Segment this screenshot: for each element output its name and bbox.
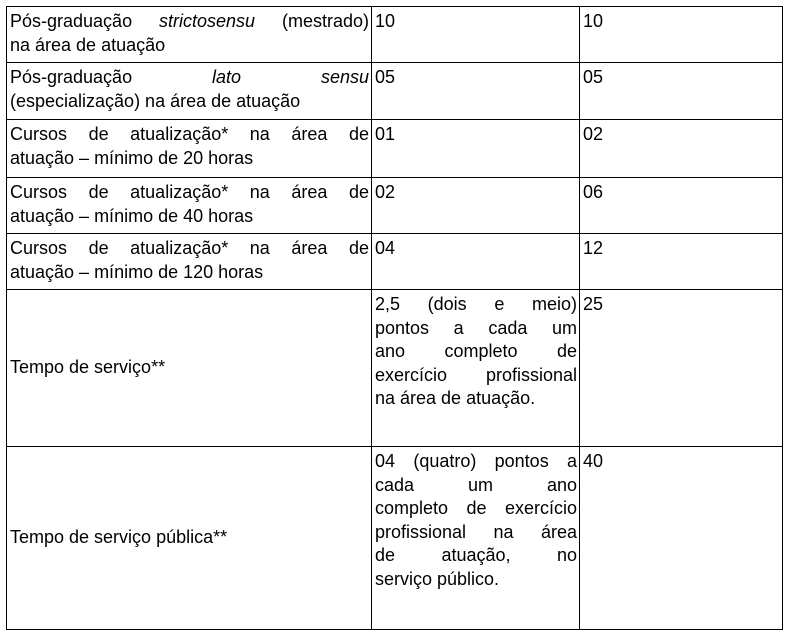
points-line: serviço público. (375, 568, 500, 589)
points-line: de atuação, no (375, 545, 577, 565)
criterion-cell (7, 120, 372, 178)
criterion-italic-text: strictosensu (159, 11, 256, 31)
criterion-line: Cursos de atualização* na área de (10, 182, 369, 202)
points-cell (372, 290, 580, 447)
max-cell: 05 (580, 63, 783, 120)
table-row (7, 7, 783, 63)
points-line: na área de atuação. (375, 388, 536, 408)
points-line: 2,5 (dois e meio) (375, 294, 577, 314)
criterion-line (10, 66, 369, 90)
points-line: 04 (quatro) pontos a (375, 451, 577, 471)
criterion-cell (7, 63, 372, 120)
criterion-line: Cursos de atualização* na área de (10, 238, 369, 258)
max-cell: 10 (580, 7, 783, 63)
points-line: pontos a cada um (375, 317, 577, 338)
points-cell: 10 (372, 7, 580, 63)
criterion-cell (7, 234, 372, 290)
criterion-line: atuação – mínimo de 120 horas (10, 261, 264, 282)
points-cell: 05 (372, 63, 580, 120)
points-line: exercício profissional (375, 364, 577, 385)
criterion-text: (mestrado) (255, 11, 369, 31)
max-cell: 25 (580, 290, 783, 447)
criterion-cell: Tempo de serviço** (7, 290, 372, 447)
max-cell: 12 (580, 234, 783, 290)
criterion-text: Pós-graduação (10, 67, 133, 87)
points-line: ano completo de (375, 341, 577, 361)
max-cell: 40 (580, 447, 783, 630)
points-cell: 02 (372, 178, 580, 234)
points-cell: 04 (372, 234, 580, 290)
criterion-line: (especialização) na área de atuação (10, 90, 301, 111)
max-cell: 02 (580, 120, 783, 178)
criterion-italic-text: lato sensu (212, 67, 369, 87)
criterion-line (10, 10, 369, 34)
criterion-line: Cursos de atualização* na área de (10, 124, 369, 144)
table-row (7, 447, 783, 630)
table-row (7, 178, 783, 234)
criterion-cell (7, 7, 372, 63)
criterion-line: na área de atuação (10, 34, 166, 55)
criterion-cell (7, 178, 372, 234)
points-cell (372, 447, 580, 630)
max-cell: 06 (580, 178, 783, 234)
points-line: completo de exercício (375, 498, 577, 518)
criterion-line: atuação – mínimo de 40 horas (10, 205, 254, 226)
score-table (6, 6, 783, 630)
points-cell: 01 (372, 120, 580, 178)
table-row (7, 234, 783, 290)
points-line: cada um ano (375, 474, 577, 495)
criterion-cell: Tempo de serviço pública** (7, 447, 372, 630)
table-row (7, 290, 783, 447)
criterion-line: atuação – mínimo de 20 horas (10, 147, 254, 168)
points-line: profissional na área (375, 521, 577, 542)
table-row (7, 63, 783, 120)
table-row (7, 120, 783, 178)
criterion-text: Pós-graduação (10, 11, 159, 31)
